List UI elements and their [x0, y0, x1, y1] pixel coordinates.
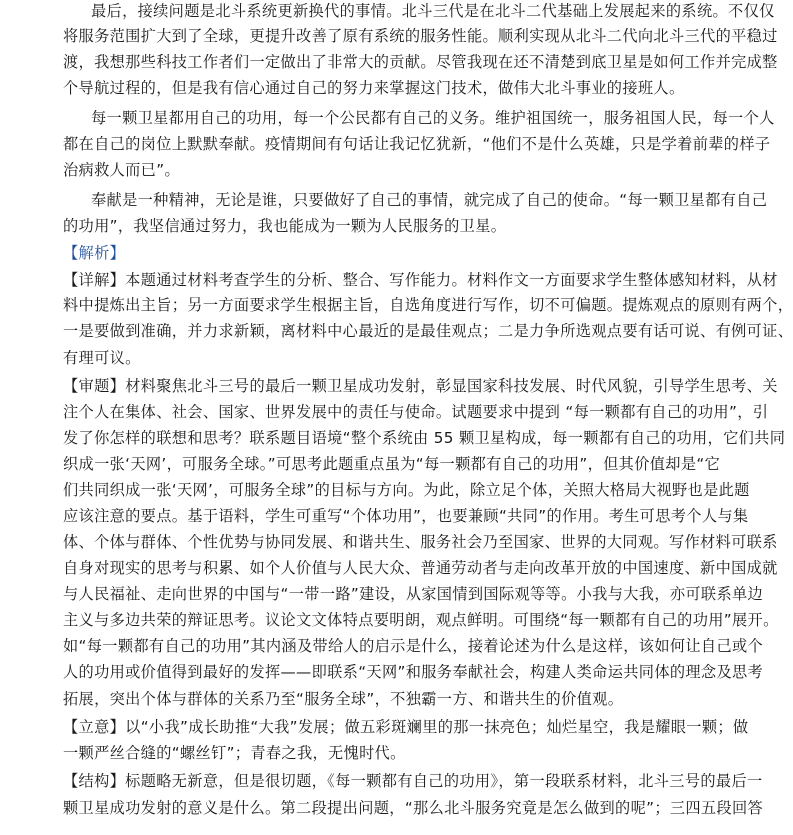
xiangjie-line-4: 有理可议。: [63, 349, 141, 367]
shenti-line-12: 人的功用或价值得到最好的发挥——即联系“天网”和服务奉献社会，构建人类命运共同体的理念及思考: [63, 663, 764, 681]
xiangjie-tag: 【详解】: [63, 271, 126, 289]
shenti-line-7: 体、个体与群体、个性优势与协同发展、和谐共生、服务社会乃至国家、世界的大同观。写作材料可联系: [63, 533, 778, 551]
analysis-heading: 【解析】: [63, 244, 126, 262]
jiegou-text-1: 标题略无新意，但是很切题，《每一颗都有自己的功用》，第一段联系材料，北斗三号的最后一: [125, 772, 763, 790]
shenti-line-6: 应该注意的要点。基于语料，学生可重写“个体功用”，也要兼顾“共同”的作用。考生可思考个人与集: [63, 507, 749, 525]
jiegou-line-2: 颗卫星成功发射的意义是什么。第二段提出问题，“那么北斗服务究竟是怎么做到的呢”；三四五段回答: [63, 799, 764, 817]
xiangjie-line-2: 料中提炼出主旨；另一方面要求学生根据主旨，自选角度进行写作，切不可偏题。提炼观点的原则有两个，: [63, 296, 793, 314]
xiangjie-line-1: [63, 269, 778, 291]
shenti-tag: 【审题】: [63, 377, 126, 395]
shenti-line-1: [63, 375, 778, 397]
liyi-text-1: 以“小我”成长助推“大我”发展；做五彩斑斓里的那一抹亮色；灿烂星空，我是耀眼一颗；做: [125, 718, 749, 736]
essay-p3-line-2: 的功用”，我坚信通过努力，我也能成为一颗为人民服务的卫星。: [63, 217, 507, 235]
xiangjie-line-3: 一是要做到准确，并力求新颖，离材料中心最近的是最佳观点；二是力争所选观点要有话可说、有例可证、: [63, 322, 793, 340]
shenti-line-11: 如“每一颗都有自己的功用”其内涵及带给人的启示是什么，接着论述为什么是这样，该如何让自己或个: [63, 637, 764, 655]
essay-p2-line-2: 都在自己的岗位上默默奉献。疫情期间有句话让我记忆犹新，“他们不是什么英雄，只是学着前辈的样子: [63, 135, 771, 153]
essay-p1-line-2: 将服务范围扩大到了全球，更提升改善了原有系统的服务性能。顺利实现从北斗二代向北斗三代的平稳过: [63, 27, 778, 45]
essay-p2-line-3: 治病救人而已”。: [63, 161, 180, 179]
shenti-line-4: 织成一张‘天网’，可服务全球。”可思考此题重点虽为“每一颗都有自己的功用”，但其价值却是“它: [63, 455, 721, 473]
shenti-line-5: 们共同织成一张‘天网’，可服务全球”的目标与方向。为此，除立足个体，关照大格局大视野也是此题: [63, 481, 750, 499]
shenti-line-3: 发了你怎样的联想和思考？联系题目语境“整个系统由 55 颗卫星构成，每一颗都有自己的功用，它们共同: [63, 429, 786, 447]
jiegou-tag: 【结构】: [63, 772, 126, 790]
xiangjie-text-1: 本题通过材料考查学生的分析、整合、写作能力。材料作文一方面要求学生整体感知材料，从材: [125, 271, 778, 289]
liyi-line-1: [63, 716, 755, 738]
essay-p1-line-4: 个导航过程的，但是我有信心通过自己的努力来掌握这门技术，做伟大北斗事业的接班人。: [63, 79, 685, 97]
shenti-text-1: 材料聚焦北斗三号的最后一颗卫星成功发射，彰显国家科技发展、时代风貌，引导学生思考、关: [125, 377, 778, 395]
liyi-line-2: 一颗严丝合缝的“螺丝钉”；青春之我，无愧时代。: [63, 744, 406, 762]
essay-p2-line-1: 每一颗卫星都用自己的功用，每一个公民都有自己的义务。维护祖国统一，服务祖国人民，每一个人: [91, 109, 775, 127]
essay-p3-line-1: 奉献是一种精神，无论是谁，只要做好了自己的事情，就完成了自己的使命。“每一颗卫星都有自己: [91, 191, 768, 209]
shenti-line-2: 注个人在集体、社会、国家、世界发展中的责任与使命。试题要求中提到 “每一颗都有自己的功用”，引: [63, 403, 769, 421]
jiegou-line-1: [63, 770, 763, 792]
essay-p1-line-3: 渡，我想那些科技工作者们一定做出了非常大的贡献。尽管我现在还不清楚到底卫星是如何工作并完成整: [63, 53, 778, 71]
shenti-line-10: 主义与多边共荣的辩证思考。议论文文体特点要明朗，观点鲜明。可围绕“每一颗都有自己的功用”展开。: [63, 611, 779, 629]
shenti-line-8: 自身对现实的思考与积累、如个人价值与人民大众、普通劳动者与走向改革开放的中国速度、新中国成就: [63, 559, 778, 577]
liyi-tag: 【立意】: [63, 718, 126, 736]
shenti-line-9: 与人民福祉、走向世界的中国与“一带一路”建设，从家国情到国际观等等。小我与大我，亦可联系单边: [63, 585, 764, 603]
essay-p1-line-1: 最后，接续问题是北斗系统更新换代的事情。北斗三代是在北斗二代基础上发展起来的系统。不仅仅: [91, 2, 775, 20]
shenti-line-13: 拓展，突出个体与群体的关系乃至“服务全球”，不独霸一方、和谐共生的价值观。: [63, 690, 624, 708]
